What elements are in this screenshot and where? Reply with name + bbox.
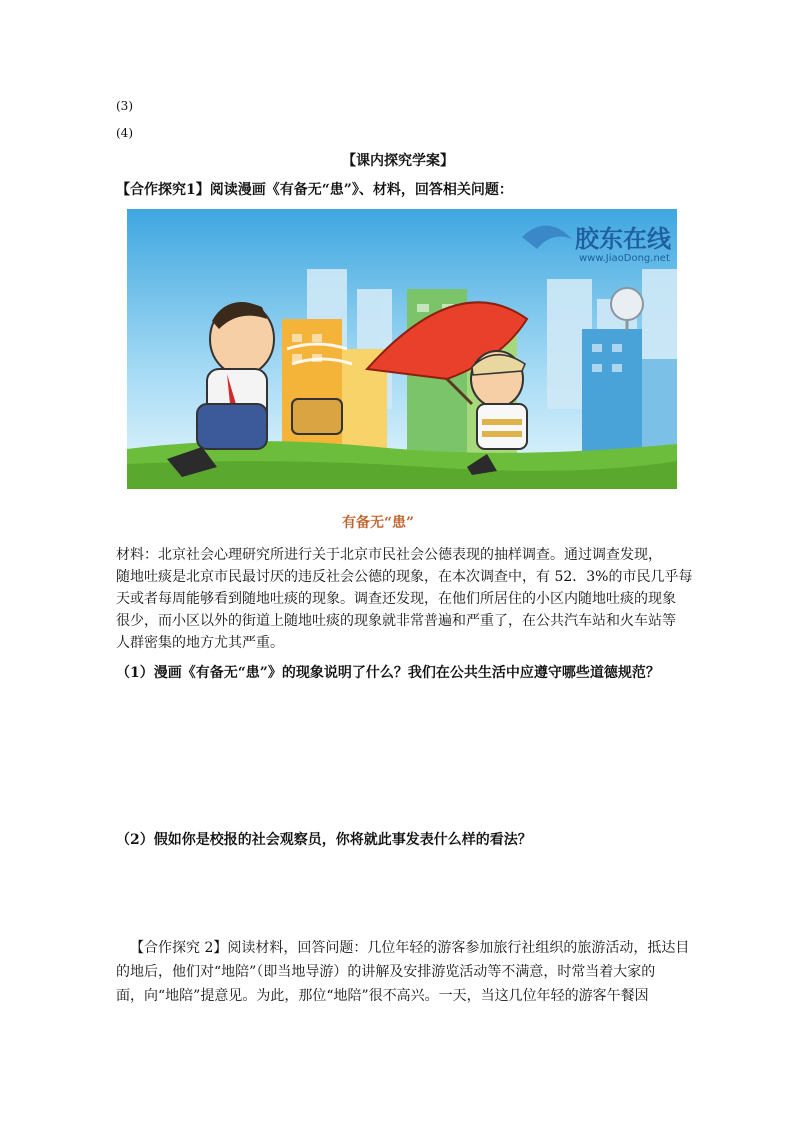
- section-title: 【课内探究学案】: [342, 153, 454, 169]
- item-3: (3): [116, 99, 133, 113]
- cartoon-image: [127, 209, 677, 489]
- question-1: （1）漫画《有备无“患”》的现象说明了什么？我们在公共生活中应遵守哪些道德规范？: [116, 665, 660, 681]
- question-2: （2）假如你是校报的社会观察员，你将就此事发表什么样的看法？: [116, 832, 532, 848]
- explore2-line: 面，向“地陪”提意见。为此，那位“地陪”很不高兴。一天，当这几位年轻的游客午餐因: [116, 988, 649, 1004]
- cartoon-caption: 有备无“患”: [342, 515, 415, 531]
- material-line: 很少，而小区以外的街道上随地吐痰的现象就非常普遍和严重了，在公共汽车站和火车站等: [116, 613, 676, 629]
- explore2-paragraph: [116, 936, 716, 1008]
- watermark-url: www.JiaoDong.net: [579, 253, 670, 264]
- material-line: 人群密集的地方尤其严重。: [116, 635, 284, 651]
- explore2-line: 【合作探究 2】阅读材料，回答问题：几位年轻的游客参加旅行社组织的旅游活动，抵达目: [130, 940, 690, 956]
- material-line: 天或者每周能够看到随地吐痰的现象。调查还发现，在他们所居住的小区内随地吐痰的现象: [116, 591, 676, 607]
- material-line: 材料：北京社会心理研究所进行关于北京市民社会公德表现的抽样调查。通过调查发现，: [116, 547, 662, 563]
- watermark-brand: 胶东在线: [575, 225, 671, 253]
- material-line: 随地吐痰是北京市民最讨厌的违反社会公德的现象，在本次调查中，有 52．3%的市民几乎每: [116, 569, 693, 585]
- material-paragraph: [116, 544, 716, 654]
- item-4: (4): [116, 126, 133, 140]
- explore1-heading: 【合作探究1】阅读漫画《有备无“患”》、材料，回答相关问题：: [116, 182, 513, 198]
- explore2-line: 的地后，他们对“地陪”（即当地导游）的讲解及安排游览活动等不满意，时常当着大家的: [116, 964, 656, 980]
